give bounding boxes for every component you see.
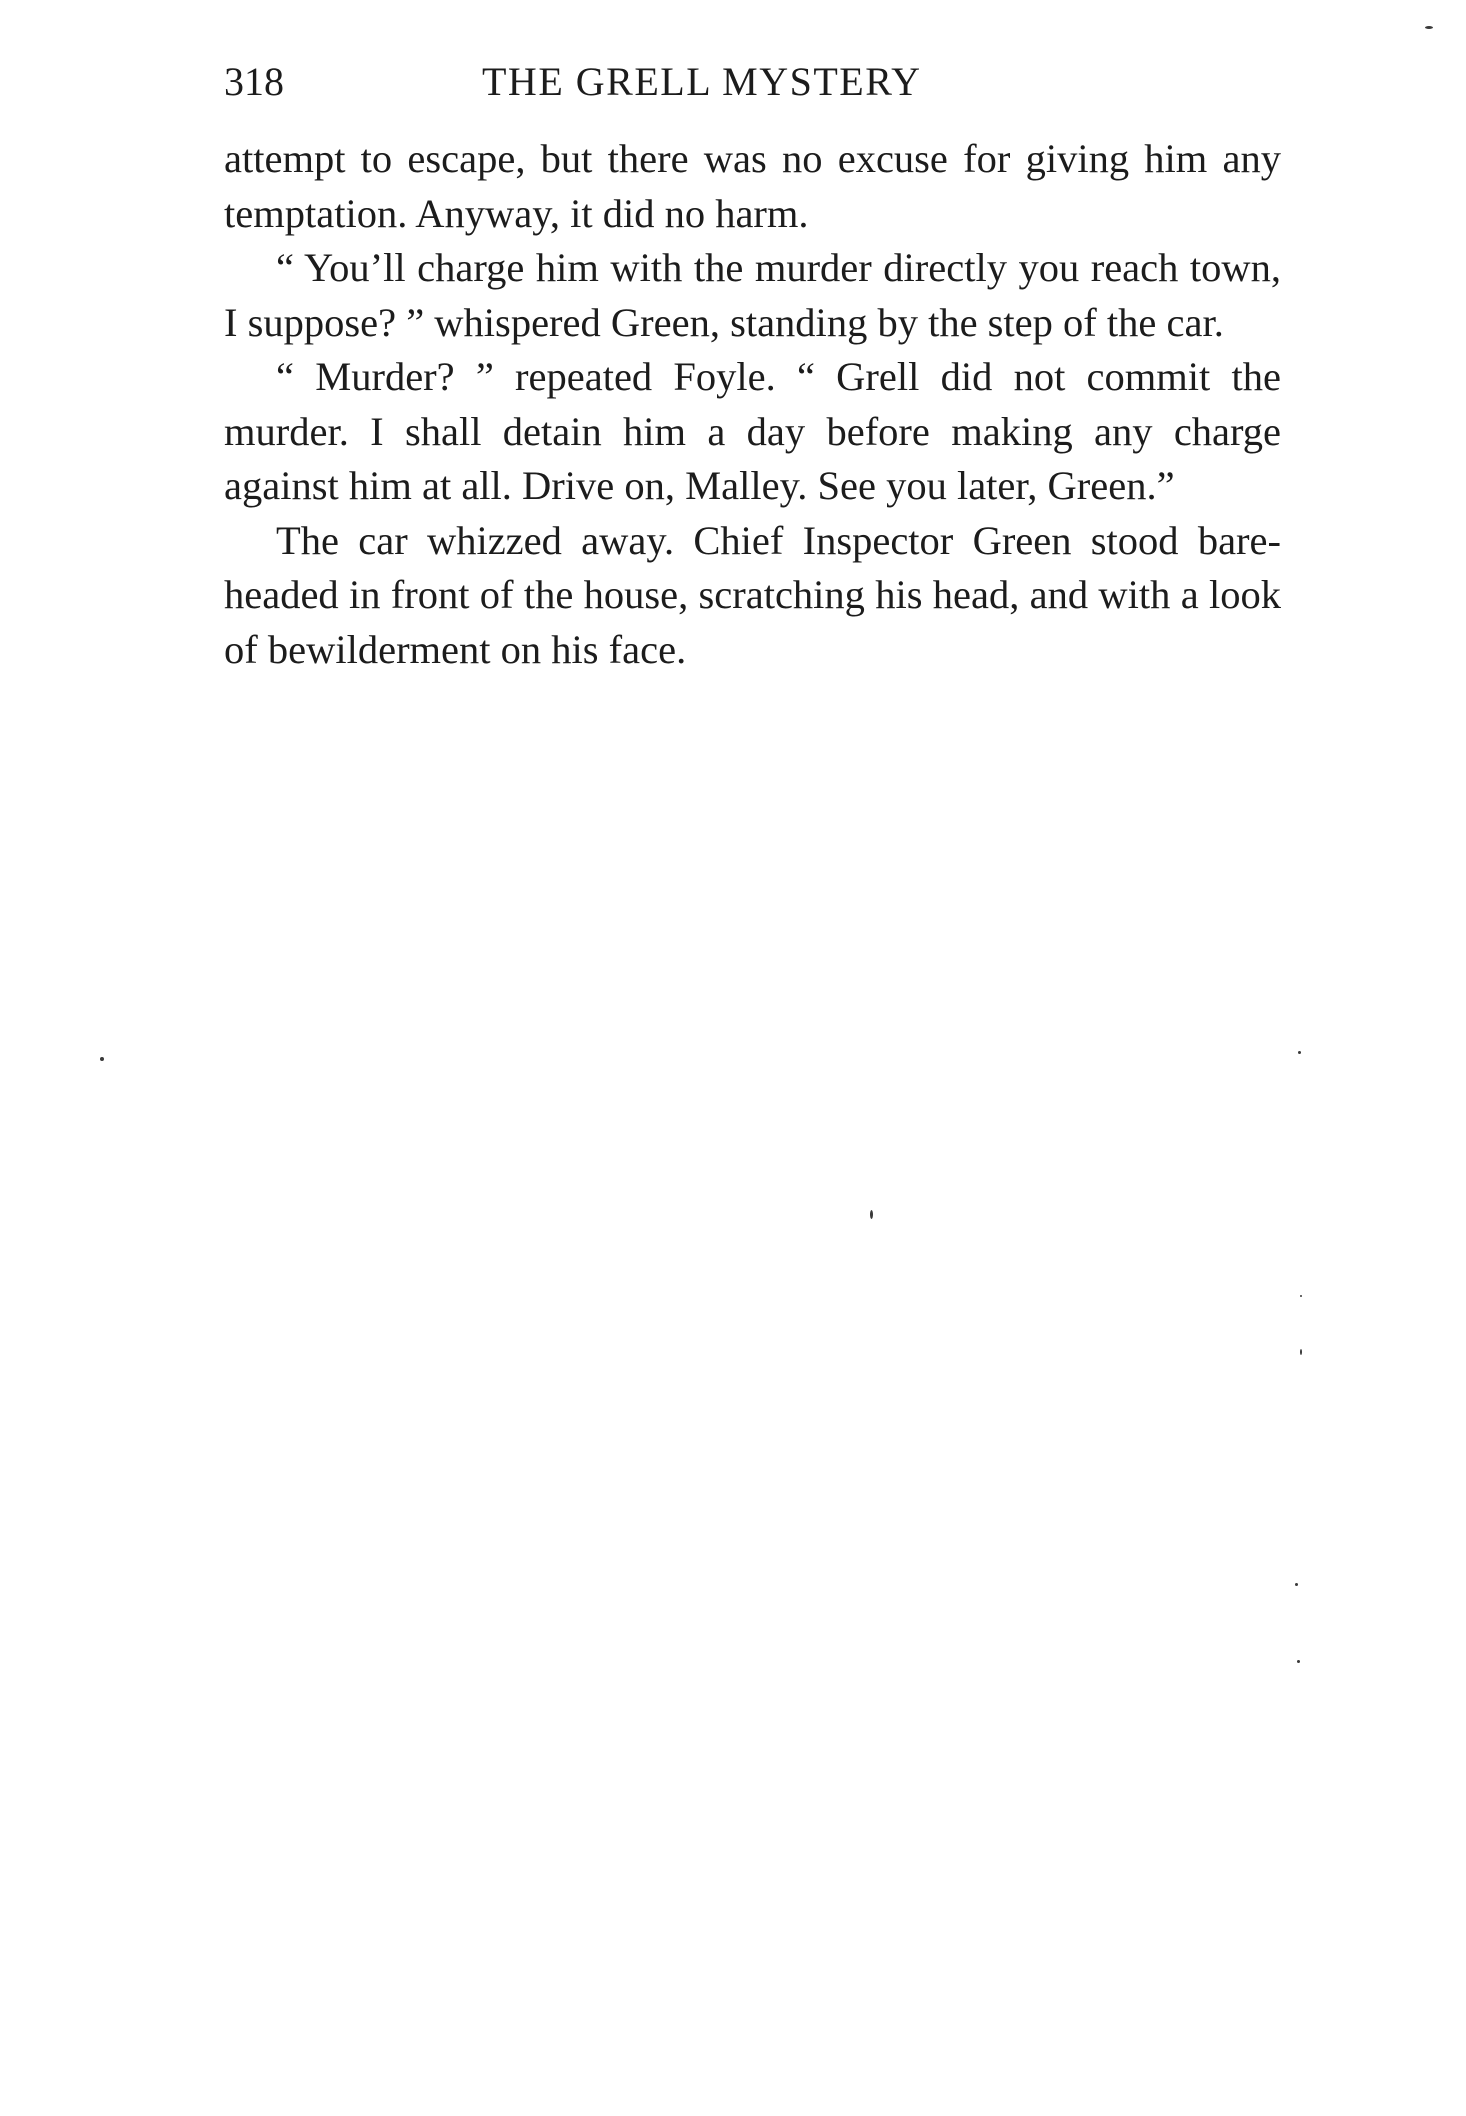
scan-speck (870, 1210, 873, 1219)
paragraph-car-departs: The car whizzed away. Chief Inspector Green stood bare-headed in front of the house, scratching his head, and with a look of bewilderment on his face. (224, 517, 1281, 672)
scan-speck (1300, 1349, 1302, 1355)
paragraph-green-question: “ You’ll charge him with the murder directly you reach town, I suppose? ” whispered Green, standing by the step of the car. (224, 245, 1281, 345)
scan-speck (100, 1057, 104, 1061)
scan-speck (1300, 1295, 1302, 1297)
paragraph-continued: attempt to escape, but there was no excuse for giving him any temptation. Anyway, it did no harm. (224, 136, 1281, 236)
page-number: 318 (224, 59, 284, 104)
scan-speck (1298, 1051, 1301, 1054)
paragraph-foyle-reply: “ Murder? ” repeated Foyle. “ Grell did not commit the murder. I shall detain him a day before making any charge against him at all. Drive on, Malley. See you later, Green.” (224, 354, 1281, 508)
book-title: THE GRELL MYSTERY (482, 59, 922, 104)
scan-speck (1297, 1660, 1300, 1663)
body-text (224, 132, 1281, 677)
scan-speck (1425, 26, 1433, 29)
scan-speck (1295, 1583, 1298, 1586)
running-head (224, 52, 1281, 112)
